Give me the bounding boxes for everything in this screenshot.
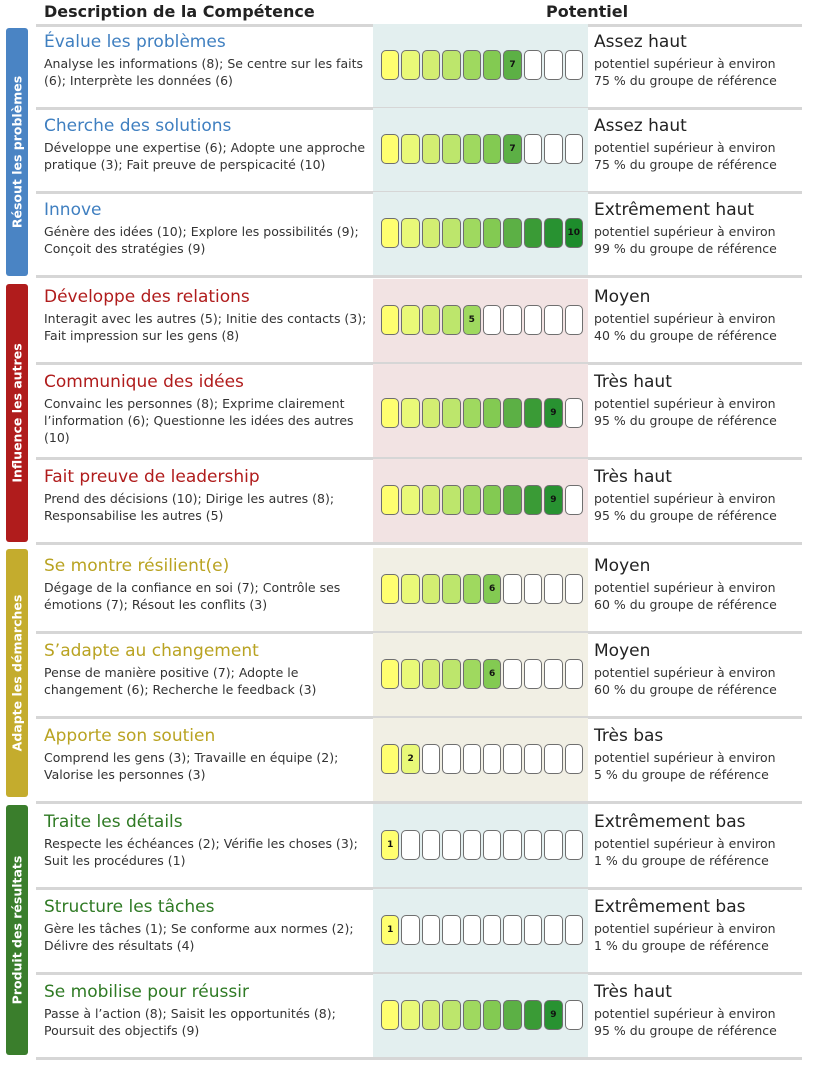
score-cell-filled bbox=[503, 1000, 521, 1030]
competency-description: Prend des décisions (10); Dirige les autres (8); Responsabilise les autres (5) bbox=[44, 491, 335, 523]
score-cell-filled bbox=[422, 659, 440, 689]
score-cell-empty bbox=[524, 744, 542, 774]
group-label-resout: Résout les problèmes bbox=[6, 28, 28, 276]
score-cell-empty bbox=[544, 574, 562, 604]
potential-description: potentiel supérieur à environ 40 % du groupe de référence bbox=[594, 311, 777, 343]
score-cell-filled bbox=[463, 659, 481, 689]
score-cell-filled bbox=[381, 744, 399, 774]
score-cell-filled bbox=[442, 398, 460, 428]
score-cell-filled: 6 bbox=[483, 659, 501, 689]
score-cell-empty bbox=[442, 744, 460, 774]
score-cell-filled bbox=[544, 218, 562, 248]
score-cells bbox=[381, 305, 585, 335]
score-cell-filled bbox=[422, 485, 440, 515]
score-cell-empty bbox=[544, 830, 562, 860]
potential-level: Moyen bbox=[594, 287, 651, 307]
competency-row bbox=[36, 718, 802, 804]
score-cell-filled bbox=[401, 659, 419, 689]
competency-description: Comprend les gens (3); Travaille en équipe (2); Valorise les personnes (3) bbox=[44, 750, 339, 782]
competency-description: Analyse les informations (8); Se centre sur les faits (6); Interprète les données (6) bbox=[44, 56, 364, 88]
score-cell-filled: 2 bbox=[401, 744, 419, 774]
score-cell-empty bbox=[483, 305, 501, 335]
score-cell-empty bbox=[483, 830, 501, 860]
competency-title: Évalue les problèmes bbox=[44, 32, 226, 52]
potential-description: potentiel supérieur à environ 1 % du groupe de référence bbox=[594, 921, 776, 953]
score-cell-empty bbox=[565, 830, 583, 860]
score-cell-filled bbox=[463, 1000, 481, 1030]
score-cell-empty bbox=[524, 659, 542, 689]
score-cell-filled bbox=[381, 485, 399, 515]
competency-description: Développe une expertise (6); Adopte une approche pratique (3); Fait preuve de perspicacité (10) bbox=[44, 140, 366, 172]
score-cell-filled bbox=[442, 659, 460, 689]
competency-description: Pense de manière positive (7); Adopte le changement (6); Recherche le feedback (3) bbox=[44, 665, 317, 697]
score-cell-empty bbox=[422, 744, 440, 774]
potential-description: potentiel supérieur à environ 75 % du groupe de référence bbox=[594, 140, 777, 172]
potential-level: Moyen bbox=[594, 641, 651, 661]
score-cell-filled bbox=[401, 485, 419, 515]
score-cell-empty bbox=[565, 50, 583, 80]
score-cell-filled bbox=[463, 398, 481, 428]
score-cell-filled bbox=[422, 398, 440, 428]
score-cell-filled bbox=[442, 218, 460, 248]
score-cell-filled bbox=[381, 398, 399, 428]
score-cell-empty bbox=[524, 305, 542, 335]
competency-title: Traite les détails bbox=[44, 812, 183, 832]
score-cell-filled bbox=[463, 485, 481, 515]
score-cell-filled bbox=[483, 134, 501, 164]
competency-row bbox=[36, 633, 802, 719]
score-cell-filled bbox=[401, 50, 419, 80]
score-cell-filled: 1 bbox=[381, 830, 399, 860]
header-potential: Potentiel bbox=[546, 2, 629, 21]
score-cell-empty bbox=[463, 830, 481, 860]
score-cell-filled bbox=[503, 398, 521, 428]
score-cell-empty bbox=[565, 305, 583, 335]
score-cell-filled bbox=[381, 574, 399, 604]
competency-description: Interagit avec les autres (5); Initie des contacts (3); Fait impression sur les gens (8) bbox=[44, 311, 367, 343]
score-cell-empty bbox=[442, 830, 460, 860]
score-cell-filled bbox=[463, 134, 481, 164]
potential-level: Extrêmement haut bbox=[594, 200, 755, 220]
score-cells bbox=[381, 50, 585, 80]
score-cell-filled bbox=[381, 305, 399, 335]
potential-description: potentiel supérieur à environ 60 % du groupe de référence bbox=[594, 665, 777, 697]
competency-description: Génère des idées (10); Explore les possibilités (9); Conçoit des stratégies (9) bbox=[44, 224, 359, 256]
score-cell-filled: 9 bbox=[544, 1000, 562, 1030]
potential-level: Extrêmement bas bbox=[594, 812, 746, 832]
competency-description: Dégage de la confiance en soi (7); Contrôle ses émotions (7); Résout les conflits (3) bbox=[44, 580, 341, 612]
competency-row bbox=[36, 364, 802, 460]
score-cell-empty bbox=[503, 915, 521, 945]
score-cell-filled bbox=[422, 134, 440, 164]
score-cell-empty bbox=[565, 398, 583, 428]
competency-row bbox=[36, 192, 802, 278]
group-label-influence: Influence les autres bbox=[6, 284, 28, 542]
score-cell-empty bbox=[422, 830, 440, 860]
potential-level: Assez haut bbox=[594, 116, 687, 136]
potential-description: potentiel supérieur à environ 60 % du groupe de référence bbox=[594, 580, 777, 612]
score-cell-filled: 7 bbox=[503, 134, 521, 164]
score-cell-empty bbox=[483, 915, 501, 945]
score-cell-filled bbox=[524, 218, 542, 248]
competency-title: Communique des idées bbox=[44, 372, 244, 392]
score-cell-filled bbox=[401, 574, 419, 604]
score-cells bbox=[381, 485, 585, 515]
score-cell-filled bbox=[381, 50, 399, 80]
score-cell-empty bbox=[565, 134, 583, 164]
score-cell-empty bbox=[524, 830, 542, 860]
score-cell-empty bbox=[565, 744, 583, 774]
score-cell-empty bbox=[544, 305, 562, 335]
competency-row bbox=[36, 24, 802, 110]
competency-title: S’adapte au changement bbox=[44, 641, 259, 661]
score-cell-filled bbox=[401, 1000, 419, 1030]
score-cell-filled bbox=[442, 305, 460, 335]
score-cell-filled bbox=[483, 398, 501, 428]
score-cells bbox=[381, 830, 585, 860]
score-cell-filled bbox=[483, 485, 501, 515]
score-cell-filled bbox=[442, 485, 460, 515]
score-cell-filled bbox=[381, 134, 399, 164]
potential-description: potentiel supérieur à environ 95 % du groupe de référence bbox=[594, 491, 777, 523]
potential-level: Assez haut bbox=[594, 32, 687, 52]
score-cell-empty bbox=[503, 305, 521, 335]
score-cells bbox=[381, 574, 585, 604]
potential-level: Très haut bbox=[594, 372, 672, 392]
group-label-adapte: Adapte les démarches bbox=[6, 549, 28, 797]
score-cell-filled: 6 bbox=[483, 574, 501, 604]
score-cell-empty bbox=[524, 134, 542, 164]
score-cell-empty bbox=[544, 744, 562, 774]
header-description: Description de la Compétence bbox=[44, 2, 315, 21]
potential-description: potentiel supérieur à environ 75 % du groupe de référence bbox=[594, 56, 777, 88]
score-cell-empty bbox=[401, 830, 419, 860]
competency-row bbox=[36, 108, 802, 194]
score-cell-empty bbox=[565, 1000, 583, 1030]
score-cell-filled bbox=[442, 1000, 460, 1030]
score-cell-filled: 10 bbox=[565, 218, 583, 248]
score-cell-filled bbox=[422, 1000, 440, 1030]
score-cell-filled bbox=[381, 659, 399, 689]
score-cell-empty bbox=[503, 574, 521, 604]
score-cell-filled bbox=[442, 574, 460, 604]
score-cell-filled bbox=[381, 218, 399, 248]
score-cells bbox=[381, 1000, 585, 1030]
competency-description: Passe à l’action (8); Saisit les opportunités (8); Poursuit des objectifs (9) bbox=[44, 1006, 336, 1038]
score-cell-filled bbox=[422, 574, 440, 604]
competency-title: Cherche des solutions bbox=[44, 116, 232, 136]
score-cell-empty bbox=[442, 915, 460, 945]
score-cells bbox=[381, 659, 585, 689]
competency-title: Développe des relations bbox=[44, 287, 250, 307]
competency-title: Se mobilise pour réussir bbox=[44, 982, 249, 1002]
score-cell-filled bbox=[503, 218, 521, 248]
competency-description: Convainc les personnes (8); Exprime clairement l’information (6); Questionne les idées des autres (10) bbox=[44, 396, 354, 445]
score-cells bbox=[381, 744, 585, 774]
potential-level: Très haut bbox=[594, 467, 672, 487]
score-cell-empty bbox=[503, 830, 521, 860]
potential-level: Extrêmement bas bbox=[594, 897, 746, 917]
score-cells bbox=[381, 915, 585, 945]
score-cell-empty bbox=[463, 915, 481, 945]
score-cell-empty bbox=[401, 915, 419, 945]
competency-title: Se montre résilient(e) bbox=[44, 556, 230, 576]
score-cell-empty bbox=[503, 744, 521, 774]
score-cell-filled bbox=[422, 50, 440, 80]
score-cell-empty bbox=[544, 134, 562, 164]
score-cell-filled bbox=[442, 134, 460, 164]
score-cell-empty bbox=[544, 915, 562, 945]
score-cell-empty bbox=[565, 574, 583, 604]
score-cell-filled bbox=[524, 1000, 542, 1030]
score-cells bbox=[381, 134, 585, 164]
competency-row bbox=[36, 889, 802, 975]
score-cells bbox=[381, 398, 585, 428]
group-label-produit: Produit des résultats bbox=[6, 805, 28, 1055]
competency-row bbox=[36, 279, 802, 365]
potential-description: potentiel supérieur à environ 99 % du groupe de référence bbox=[594, 224, 777, 256]
score-cell-filled bbox=[401, 305, 419, 335]
score-cell-filled bbox=[422, 218, 440, 248]
score-cell-filled bbox=[503, 485, 521, 515]
potential-description: potentiel supérieur à environ 95 % du groupe de référence bbox=[594, 1006, 777, 1038]
competency-description: Gère les tâches (1); Se conforme aux normes (2); Délivre des résultats (4) bbox=[44, 921, 354, 953]
score-cell-empty bbox=[503, 659, 521, 689]
score-cells bbox=[381, 218, 585, 248]
score-cell-empty bbox=[463, 744, 481, 774]
score-cell-empty bbox=[422, 915, 440, 945]
score-cell-filled bbox=[463, 218, 481, 248]
score-cell-empty bbox=[565, 915, 583, 945]
competency-title: Structure les tâches bbox=[44, 897, 215, 917]
score-cell-filled bbox=[483, 1000, 501, 1030]
score-cell-filled bbox=[524, 398, 542, 428]
score-cell-filled bbox=[524, 485, 542, 515]
potential-description: potentiel supérieur à environ 95 % du groupe de référence bbox=[594, 396, 777, 428]
potential-level: Très bas bbox=[594, 726, 664, 746]
competency-description: Respecte les échéances (2); Vérifie les choses (3); Suit les procédures (1) bbox=[44, 836, 358, 868]
score-cell-filled bbox=[381, 1000, 399, 1030]
score-cell-filled bbox=[401, 398, 419, 428]
score-cell-filled: 7 bbox=[503, 50, 521, 80]
potential-level: Très haut bbox=[594, 982, 672, 1002]
potential-description: potentiel supérieur à environ 5 % du groupe de référence bbox=[594, 750, 776, 782]
score-cell-filled: 9 bbox=[544, 398, 562, 428]
score-cell-filled bbox=[463, 574, 481, 604]
score-cell-empty bbox=[544, 50, 562, 80]
score-cell-filled: 1 bbox=[381, 915, 399, 945]
score-cell-empty bbox=[565, 659, 583, 689]
score-cell-filled bbox=[401, 218, 419, 248]
score-cell-empty bbox=[524, 50, 542, 80]
score-cell-filled bbox=[401, 134, 419, 164]
score-cell-filled bbox=[463, 50, 481, 80]
competency-row bbox=[36, 548, 802, 634]
score-cell-empty bbox=[565, 485, 583, 515]
competency-row bbox=[36, 974, 802, 1060]
score-cell-filled bbox=[483, 218, 501, 248]
score-cell-filled bbox=[442, 50, 460, 80]
competency-title: Fait preuve de leadership bbox=[44, 467, 260, 487]
score-cell-empty bbox=[483, 744, 501, 774]
score-cell-filled bbox=[483, 50, 501, 80]
competency-title: Apporte son soutien bbox=[44, 726, 216, 746]
score-cell-empty bbox=[524, 574, 542, 604]
score-cell-filled: 5 bbox=[463, 305, 481, 335]
score-cell-empty bbox=[524, 915, 542, 945]
score-cell-filled bbox=[422, 305, 440, 335]
score-cell-empty bbox=[544, 659, 562, 689]
competency-row bbox=[36, 459, 802, 545]
potential-description: potentiel supérieur à environ 1 % du groupe de référence bbox=[594, 836, 776, 868]
potential-level: Moyen bbox=[594, 556, 651, 576]
competency-title: Innove bbox=[44, 200, 102, 220]
score-cell-filled: 9 bbox=[544, 485, 562, 515]
competency-row bbox=[36, 804, 802, 890]
